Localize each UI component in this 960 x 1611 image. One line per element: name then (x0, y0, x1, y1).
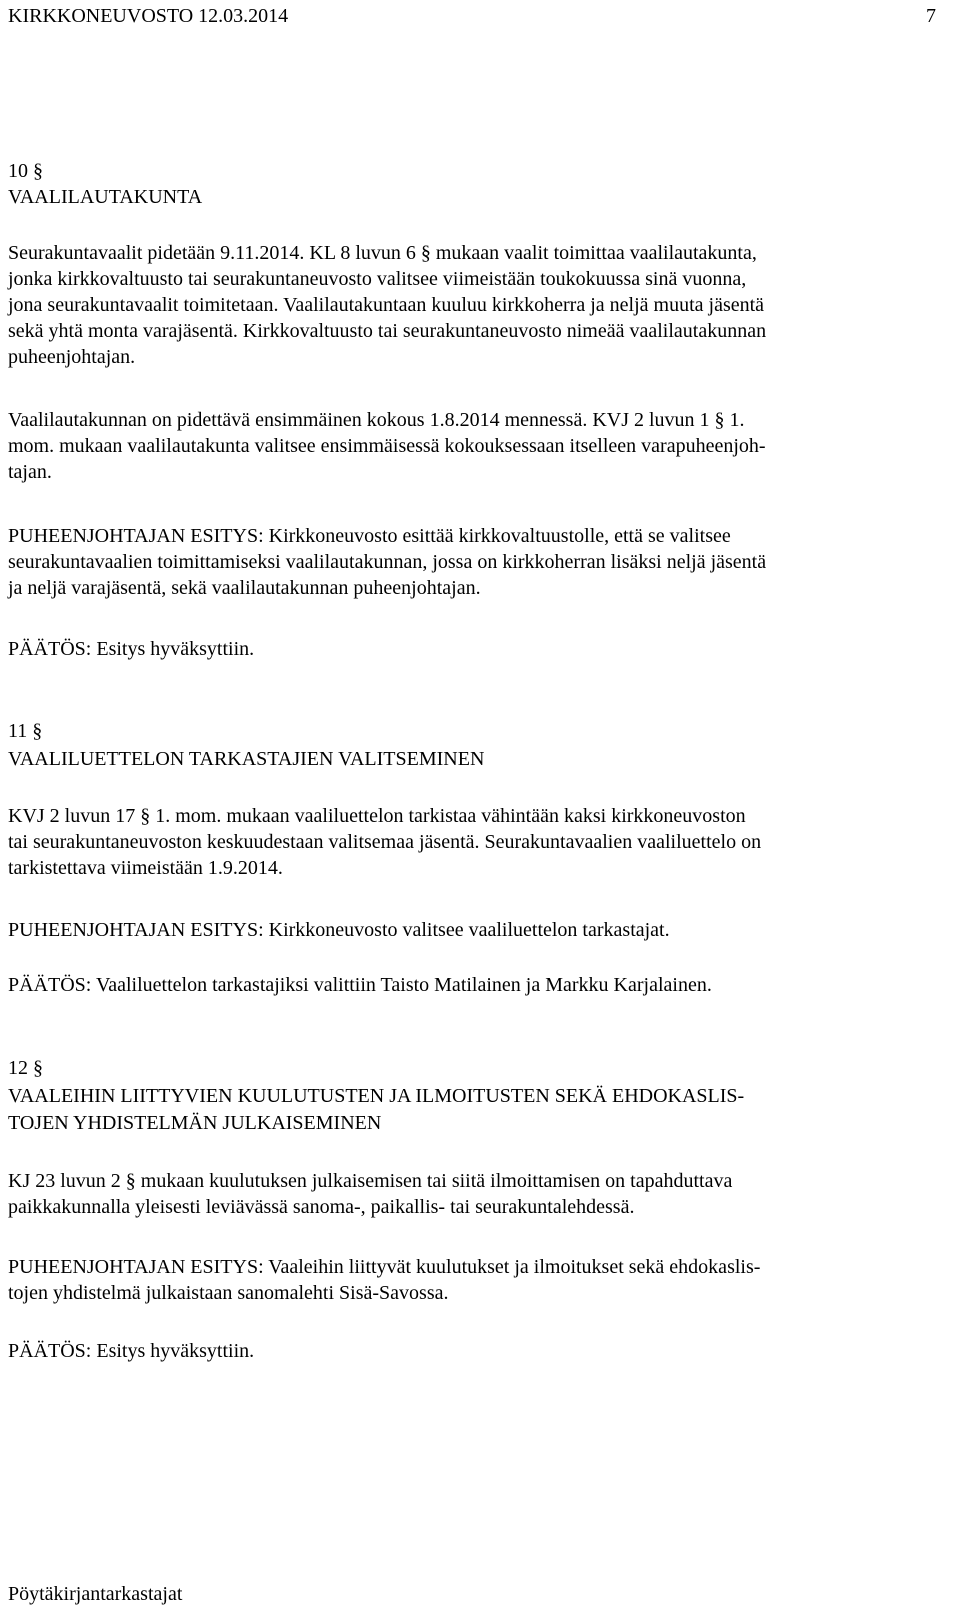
section-10-title: VAALILAUTAKUNTA (8, 186, 203, 208)
text-line: PUHEENJOHTAJAN ESITYS: Vaaleihin liittyvät kuulutukset ja ilmoitukset sekä ehdokaslis- (8, 1256, 761, 1278)
section-12-paragraph-1 (8, 1168, 936, 1220)
section-11-title: VAALILUETTELON TARKASTAJIEN VALITSEMINEN (8, 748, 485, 770)
text-line: seurakuntavaalien toimittamiseksi vaalilautakunnan, jossa on kirkkoherran lisäksi neljä jäsentä (8, 551, 767, 573)
section-11-paragraph-1 (8, 803, 936, 881)
text-line: tojen yhdistelmä julkaistaan sanomalehti Sisä-Savossa. (8, 1282, 449, 1304)
footer-label: Pöytäkirjantarkastajat (8, 1583, 183, 1605)
section-10-paragraph-1 (8, 240, 936, 370)
page-header (8, 4, 936, 28)
section-12-number: 12 § (8, 1057, 43, 1079)
text-line: KJ 23 luvun 2 § mukaan kuulutuksen julkaisemisen tai siitä ilmoittamisen on tapahduttava (8, 1170, 733, 1192)
text-line: tai seurakuntaneuvoston keskuudestaan valitsemaa jäsentä. Seurakuntavaalien vaaliluettelo on (8, 831, 762, 853)
section-10-number: 10 § (8, 160, 43, 182)
page-number: 7 (926, 5, 936, 27)
text-line: sekä yhtä monta varajäsentä. Kirkkovaltuusto tai seurakuntaneuvosto nimeää vaalilautakunnan (8, 320, 767, 342)
section-12-title-line-1: VAALEIHIN LIITTYVIEN KUULUTUSTEN JA ILMOITUSTEN SEKÄ EHDOKASLIS- (8, 1085, 745, 1107)
section-10-decision: PÄÄTÖS: Esitys hyväksyttiin. (8, 638, 255, 660)
text-line: KVJ 2 luvun 17 § 1. mom. mukaan vaaliluettelon tarkistaa vähintään kaksi kirkkoneuvoston (8, 805, 746, 827)
text-line: ja neljä varajäsentä, sekä vaalilautakunnan puheenjohtajan. (8, 577, 481, 599)
text-line: paikkakunnalla yleisesti leviävässä sanoma-, paikallis- tai seurakuntalehdessä. (8, 1196, 635, 1218)
section-10-proposal (8, 523, 936, 601)
text-line: PUHEENJOHTAJAN ESITYS: Kirkkoneuvosto esittää kirkkovaltuustolle, että se valitsee (8, 525, 731, 547)
section-11-number: 11 § (8, 720, 43, 742)
header-title: KIRKKONEUVOSTO 12.03.2014 (8, 5, 289, 27)
section-12-proposal (8, 1254, 936, 1306)
text-line: mom. mukaan vaalilautakunta valitsee ensimmäisessä kokouksessaan itselleen varapuheenjoh- (8, 435, 766, 457)
section-12-title-line-2: TOJEN YHDISTELMÄN JULKAISEMINEN (8, 1112, 382, 1134)
text-line: tajan. (8, 461, 52, 483)
section-10-paragraph-2 (8, 407, 936, 485)
text-line: jona seurakuntavaalit toimitetaan. Vaalilautakuntaan kuuluu kirkkoherra ja neljä muuta jäsentä (8, 294, 765, 316)
section-12-decision: PÄÄTÖS: Esitys hyväksyttiin. (8, 1340, 255, 1362)
text-line: tarkistettava viimeistään 1.9.2014. (8, 857, 283, 879)
text-line: jonka kirkkovaltuusto tai seurakuntaneuvosto valitsee viimeistään toukokuussa sinä vuonna, (8, 268, 747, 290)
text-line: puheenjohtajan. (8, 346, 136, 368)
section-11-proposal: PUHEENJOHTAJAN ESITYS: Kirkkoneuvosto valitsee vaaliluettelon tarkastajat. (8, 919, 670, 941)
text-line: Vaalilautakunnan on pidettävä ensimmäinen kokous 1.8.2014 mennessä. KVJ 2 luvun 1 § 1. (8, 409, 745, 431)
section-11-decision: PÄÄTÖS: Vaaliluettelon tarkastajiksi valittiin Taisto Matilainen ja Markku Karjalainen. (8, 974, 712, 996)
text-line: Seurakuntavaalit pidetään 9.11.2014. KL 8 luvun 6 § mukaan vaalit toimittaa vaalilautakunta, (8, 242, 757, 264)
